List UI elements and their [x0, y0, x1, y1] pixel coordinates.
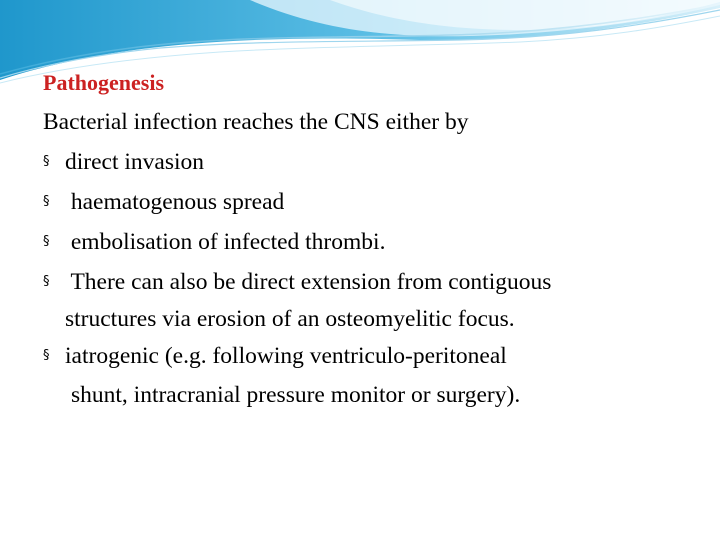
bullet-text-continuation: structures via erosion of an osteomyelitic focus.: [65, 306, 515, 332]
bullet-item: [43, 336, 703, 414]
slide-title: Pathogenesis: [43, 70, 164, 95]
bullet-marker-icon: §: [43, 154, 50, 169]
bullet-text: iatrogenic (e.g. following ventriculo-peritoneal: [65, 343, 507, 369]
bullet-marker-icon: §: [43, 194, 50, 209]
intro-text: Bacterial infection reaches the CNS either by: [43, 109, 469, 135]
bullet-text-continuation: shunt, intracranial pressure monitor or surgery).: [71, 382, 521, 408]
bullet-marker-icon: §: [43, 348, 50, 363]
slide-content: [43, 64, 703, 414]
bullet-text: embolisation of infected thrombi.: [65, 229, 386, 255]
bullet-text: haematogenous spread: [65, 189, 285, 215]
bullet-text: direct invasion: [65, 149, 205, 175]
bullet-item: [43, 222, 703, 262]
bullet-item: [43, 182, 703, 222]
bullet-item: [43, 142, 703, 182]
bullet-marker-icon: §: [43, 274, 50, 289]
bullet-list: [43, 142, 703, 414]
bullet-item: [43, 262, 703, 336]
bullet-text: There can also be direct extension from contiguous: [65, 269, 552, 295]
bullet-marker-icon: §: [43, 234, 50, 249]
